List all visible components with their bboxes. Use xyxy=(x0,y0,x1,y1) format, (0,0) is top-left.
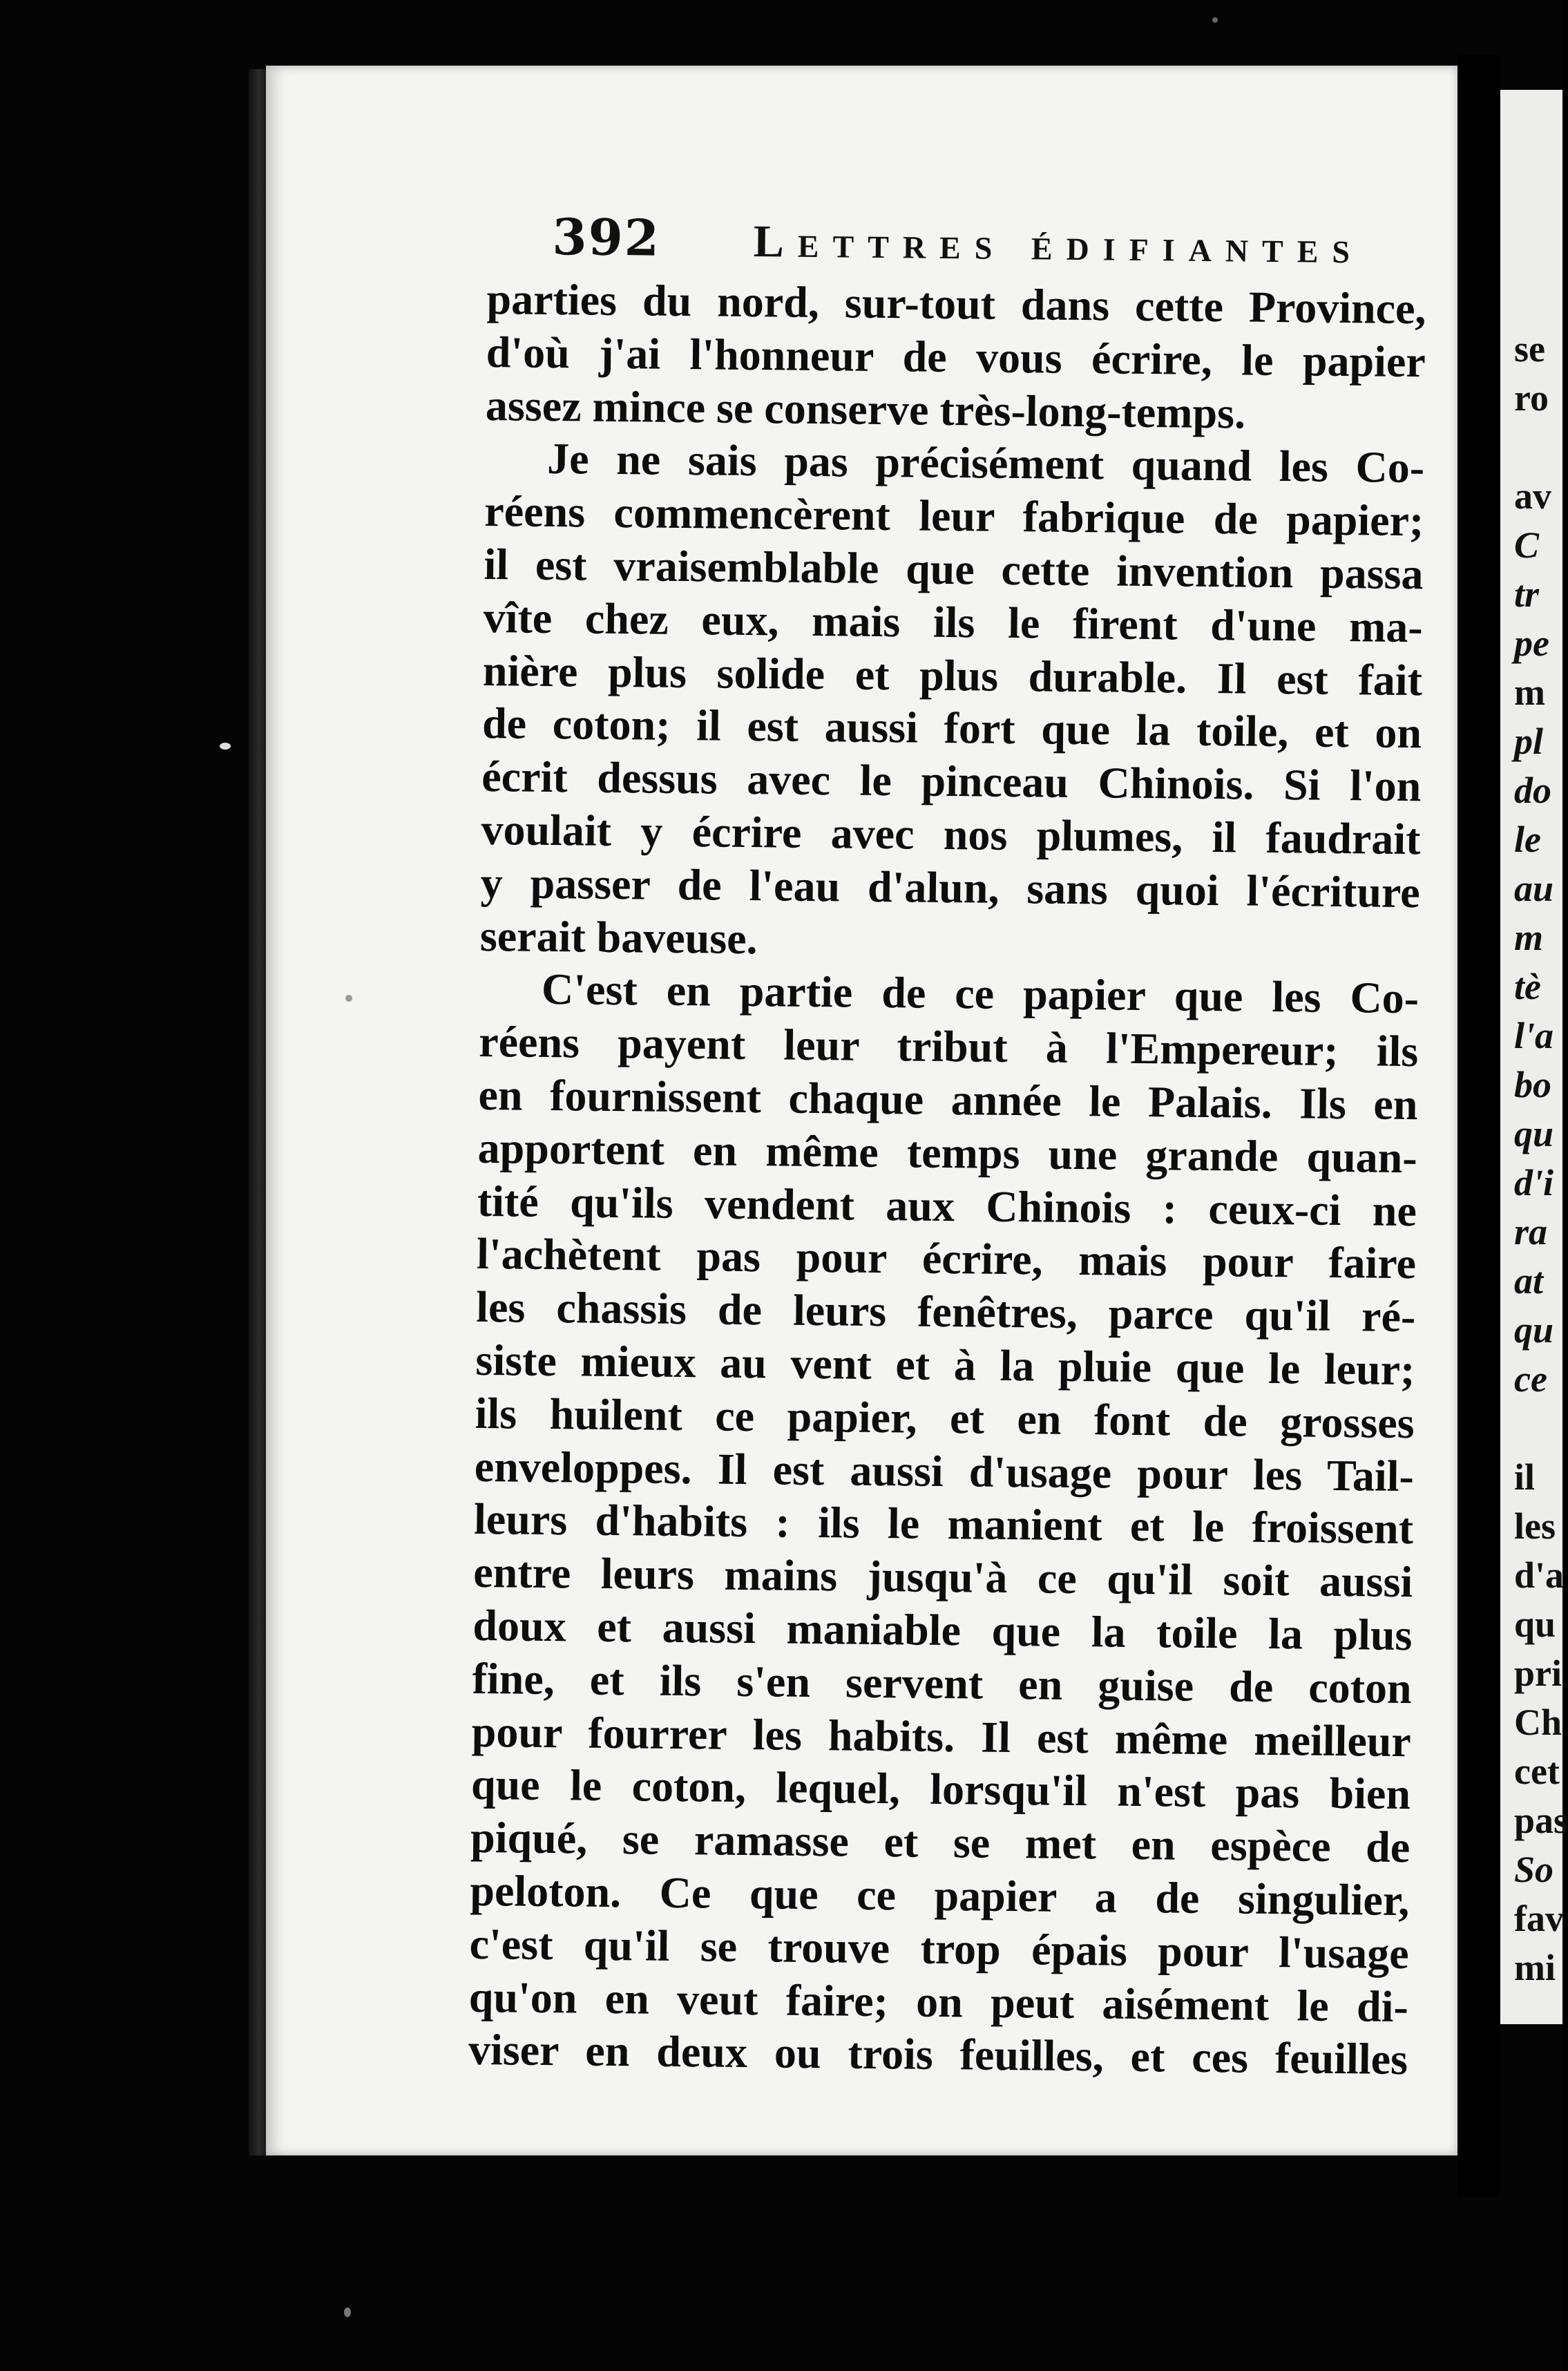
text-line: écrit dessus avec le pinceau Chinois. Si l'on xyxy=(481,752,1422,811)
text-line: siste mieux au vent et à la pluie que le leur; xyxy=(475,1335,1415,1395)
text-line: il est vraisemblable que cette invention passa xyxy=(484,539,1424,599)
right-page-fragment: ro xyxy=(1514,377,1549,419)
text-line: parties du nord, sur-tout dans cette Province, xyxy=(486,274,1426,334)
text-line: d'où j'ai l'honneur de vous écrire, le papier xyxy=(486,327,1426,387)
right-page-fragment: mi xyxy=(1514,1947,1556,1988)
text-line: réens payent leur tribut à l'Empereur; ils xyxy=(478,1017,1419,1076)
right-page-fragment: ce xyxy=(1514,1358,1547,1400)
right-page-fragment: tè xyxy=(1514,966,1541,1007)
right-page-fragment: pri xyxy=(1514,1653,1562,1694)
text-line: que le coton, lequel, lorsqu'il n'est pas bien xyxy=(470,1760,1411,1819)
right-page-fragment: qu xyxy=(1514,1309,1554,1351)
right-page-text xyxy=(1514,325,1568,1992)
right-page-fragment: cet xyxy=(1514,1751,1560,1792)
text-line: piqué, se ramasse et se met en espèce de xyxy=(470,1812,1411,1872)
text-line: apportent en même temps une grande quan- xyxy=(477,1123,1418,1182)
scan-speck xyxy=(1212,17,1218,23)
text-line: nière plus solide et plus durable. Il est fait xyxy=(482,645,1423,705)
text-line: en fournissent chaque année le Palais. Ils en xyxy=(478,1069,1418,1130)
text-line: vîte chez eux, mais ils le firent d'une ma- xyxy=(483,592,1424,651)
text-line: qu'on en veut faire; on peut aisément le di- xyxy=(468,1972,1409,2031)
text-line: Je ne sais pas précisément quand les Co- xyxy=(546,434,1425,493)
text-line: peloton. Ce que ce papier a de singulier, xyxy=(470,1865,1410,1925)
text-line: c'est qu'il se trouve trop épais pour l'usage xyxy=(469,1918,1409,1978)
right-page-fragment: m xyxy=(1514,672,1545,713)
right-page-fragment: C xyxy=(1514,524,1540,566)
text-line: tité qu'ils vendent aux Chinois : ceux-ci ne xyxy=(477,1176,1417,1235)
text-line: réens commencèrent leur fabrique de papier; xyxy=(484,486,1424,546)
right-page-fragment: au xyxy=(1514,868,1554,909)
text-line: voulait y écrire avec nos plumes, il faudrait xyxy=(481,804,1421,864)
page-number: 392 xyxy=(552,207,661,267)
right-page-fragment: il xyxy=(1514,1456,1536,1498)
right-page-fragment: qu xyxy=(1514,1603,1556,1645)
text-line: ils huilent ce papier, et en font de grosses xyxy=(475,1388,1415,1447)
right-page-fragment: av xyxy=(1514,475,1551,517)
right-page-fragment: So xyxy=(1514,1849,1554,1890)
text-line: les chassis de leurs fenêtres, parce qu'il ré- xyxy=(475,1282,1416,1342)
text-line: entre leurs mains jusqu'à ce qu'il soit aussi xyxy=(472,1548,1413,1607)
right-page-fragment: pl xyxy=(1514,721,1544,762)
right-page-fragment: fav xyxy=(1514,1898,1564,1939)
text-line: fine, et ils s'en servent en guise de coton xyxy=(472,1653,1412,1713)
right-page-fragment: at xyxy=(1514,1260,1544,1302)
text-line: serait baveuse. xyxy=(479,911,758,963)
right-page-fragment: do xyxy=(1514,770,1551,811)
text-line: y passer de l'eau d'alun, sans quoi l'écriture xyxy=(480,857,1421,917)
page-gutter xyxy=(1457,55,1499,2197)
right-page-fragment xyxy=(1514,1404,1562,1453)
text-line: de coton; il est aussi fort que la toile, et on xyxy=(481,698,1422,758)
text-line: C'est en partie de ce papier que les Co- xyxy=(541,964,1419,1023)
scan-speck xyxy=(345,995,352,1002)
text-line: pour fourrer les habits. Il est même meilleur xyxy=(471,1706,1412,1766)
right-page-fragment: tr xyxy=(1514,573,1540,615)
right-page-fragment: m xyxy=(1514,917,1544,958)
right-page-fragment: l'a xyxy=(1514,1015,1554,1056)
body-text xyxy=(468,273,1426,2086)
right-page-fragment: le xyxy=(1514,819,1541,860)
right-page-fragment: d'a xyxy=(1514,1554,1565,1596)
running-title: Lettres édifiantes xyxy=(753,216,1364,274)
text-line: assez mince se conserve très-long-temps. xyxy=(485,380,1246,438)
right-page-fragment: bo xyxy=(1514,1064,1551,1105)
right-page-fragment: Ch xyxy=(1514,1702,1562,1743)
text-line: doux et aussi maniable que la toile la plus xyxy=(472,1600,1413,1660)
right-page-fragment: se xyxy=(1514,328,1545,370)
text-line: l'achètent pas pour écrire, mais pour faire xyxy=(476,1229,1417,1288)
right-page-fragment: les xyxy=(1514,1505,1556,1547)
right-page-fragment xyxy=(1514,423,1562,472)
right-page-fragment: pas xyxy=(1514,1800,1568,1841)
text-line: enveloppes. Il est aussi d'usage pour les Tail- xyxy=(474,1441,1415,1501)
text-line: leurs d'habits : ils le manient et le froissent xyxy=(473,1494,1414,1554)
right-page-fragment: pe xyxy=(1514,622,1549,664)
scan-speck xyxy=(220,743,231,750)
right-page-fragment: ra xyxy=(1514,1211,1548,1253)
scan-speck xyxy=(344,2307,351,2317)
text-line: viser en deux ou trois feuilles, et ces feuilles xyxy=(468,2025,1408,2084)
right-page-fragment: qu xyxy=(1514,1113,1554,1154)
right-page-fragment: d'i xyxy=(1514,1162,1554,1203)
